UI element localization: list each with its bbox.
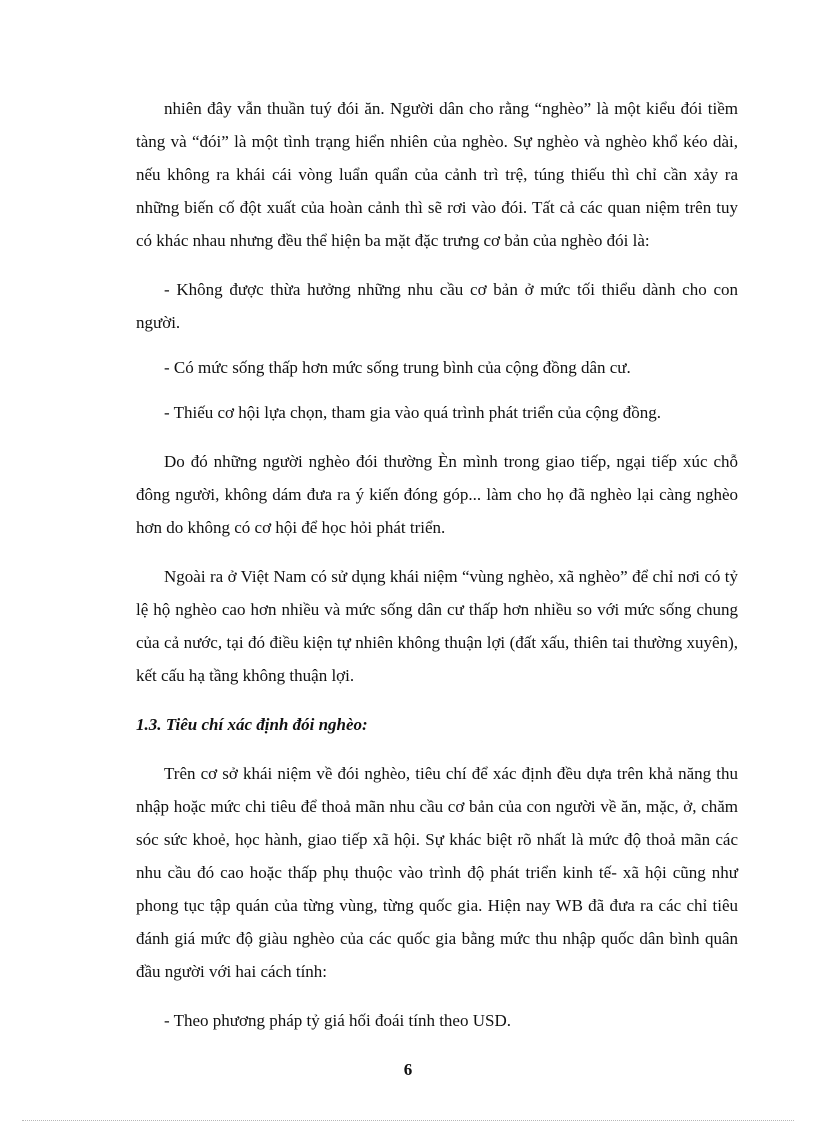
bullet-basic-needs: - Không được thừa hưởng những nhu cầu cơ bản ở mức tối thiểu dành cho con người.	[136, 280, 738, 332]
page-bottom-border	[22, 1120, 794, 1121]
bullet-lack-of-opportunity: - Thiếu cơ hội lựa chọn, tham gia vào quá trình phát triển của cộng đồng.	[164, 403, 662, 422]
paragraph-social-isolation: Do đó những người nghèo đói thường Èn mình trong giao tiếp, ngại tiếp xúc chỗ đông người, không dám đưa ra ý kiến đóng góp... làm cho họ đã nghèo lại càng nghèo hơn do không có cơ hội để học hỏi phát triển.	[136, 452, 738, 537]
paragraph-criteria: Trên cơ sở khái niệm về đói nghèo, tiêu chí để xác định đều dựa trên khả năng thu nhập hoặc mức chi tiêu để thoả mãn nhu cầu cơ bản của con người về ăn, mặc, ở, chăm sóc sức khoẻ, học hành, giao tiếp xã hội. Sự khác biệt rõ nhất là mức độ thoả mãn các nhu cầu đó cao hoặc thấp phụ thuộc vào trình độ phát triển kinh tế- xã hội cũng như phong tục tập quán của từng vùng, từng quốc gia. Hiện nay WB đã đưa ra các chỉ tiêu đánh giá mức độ giàu nghèo của các quốc gia bằng mức thu nhập quốc dân bình quân đầu người với hai cách tính:	[136, 764, 738, 981]
page-number: 6	[403, 1060, 413, 1079]
bullet-exchange-rate-method: - Theo phương pháp tỷ giá hối đoái tính theo USD.	[164, 1011, 511, 1030]
page-body	[136, 92, 738, 1053]
paragraph-poverty-definition: nhiên đây vẫn thuần tuý đói ăn. Người dân cho rằng “nghèo” là một kiểu đói tiềm tàng và “đói” là một tình trạng hiển nhiên của nghèo. Sự nghèo và nghèo khổ kéo dài, nếu không ra khái cái vòng luẩn quẩn của cảnh trì trệ, túng thiếu thì chỉ cần xảy ra những biến cố đột xuất của hoàn cảnh thì sẽ rơi vào đói. Tất cả các quan niệm trên tuy có khác nhau nhưng đều thể hiện ba mặt đặc trưng cơ bản của nghèo đói là:	[136, 99, 738, 250]
bullet-living-standard: - Có mức sống thấp hơn mức sống trung bình của cộng đồng dân cư.	[164, 358, 631, 377]
paragraph-poor-regions: Ngoài ra ở Việt Nam có sử dụng khái niệm “vùng nghèo, xã nghèo” để chỉ nơi có tỷ lệ hộ nghèo cao hơn nhiều và mức sống dân cư thấp hơn nhiều so với mức sống chung của cả nước, tại đó điều kiện tự nhiên không thuận lợi (đất xấu, thiên tai thường xuyên), kết cấu hạ tầng không thuận lợi.	[136, 567, 738, 685]
section-heading: 1.3. Tiêu chí xác định đói nghèo:	[136, 715, 368, 734]
